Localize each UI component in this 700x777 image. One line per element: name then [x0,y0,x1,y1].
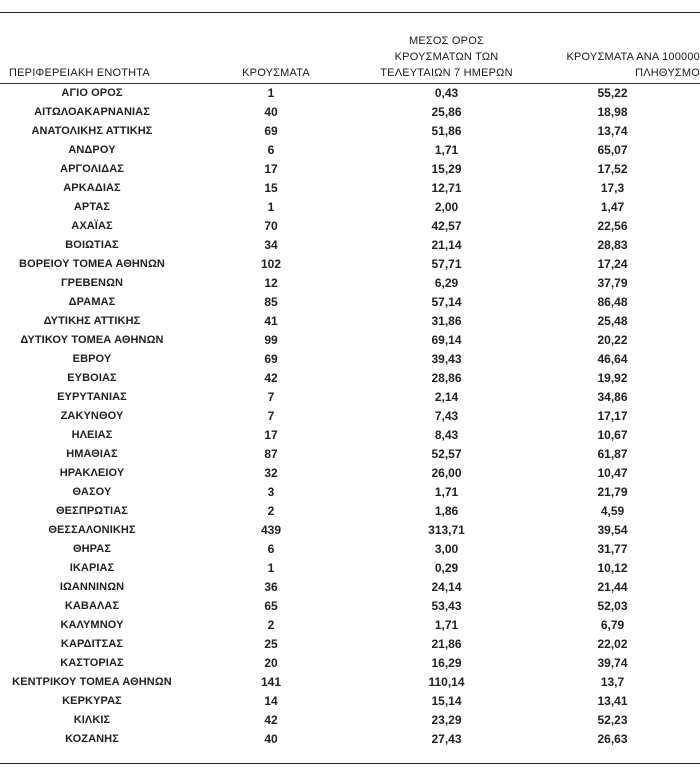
cell-cases-per-100k: 22,56 [597,219,628,233]
cell-regional-unit: ΙΚΑΡΙΑΣ [69,562,115,574]
cell-cases-per-100k: 61,87 [597,447,628,461]
cell-cases-per-100k: 31,77 [597,542,628,556]
table-row [0,369,700,388]
cell-7day-average: 110,14 [428,675,465,689]
cell-7day-average: 25,86 [431,105,462,119]
cell-7day-average: 21,86 [431,637,462,651]
cell-cases-per-100k: 39,54 [597,523,628,537]
covid-cases-sheet [0,12,700,764]
cell-regional-unit: ΑΓΙΟ ΟΡΟΣ [61,87,123,99]
cell-cases: 20 [264,656,278,670]
table-row [0,483,700,502]
cell-7day-average: 6,29 [434,276,459,290]
cell-cases: 1 [267,200,275,214]
cell-7day-average: 1,71 [434,485,459,499]
cell-cases-per-100k: 6,79 [600,618,625,632]
cell-cases: 12 [264,276,278,290]
cell-regional-unit: ΚΕΡΚΥΡΑΣ [62,695,122,707]
cell-cases: 70 [264,219,278,233]
cell-7day-average: 0,43 [434,86,459,100]
table-row [0,160,700,179]
cell-7day-average: 2,14 [434,390,459,404]
cell-regional-unit: ΒΟΙΩΤΙΑΣ [65,239,119,251]
table-row [0,236,700,255]
cell-cases: 17 [264,428,278,442]
table-header-row [0,12,700,84]
cell-7day-average: 69,14 [431,333,462,347]
cell-cases-per-100k: 28,83 [597,238,628,252]
cell-regional-unit: ΕΒΡΟΥ [72,353,112,365]
cell-7day-average: 1,71 [434,143,459,157]
cell-cases-per-100k: 55,22 [597,86,628,100]
cell-cases: 42 [264,371,278,385]
table-row [0,521,700,540]
cell-cases: 41 [264,314,278,328]
table-row [0,179,700,198]
cell-cases: 32 [264,466,278,480]
cell-cases: 1 [267,86,275,100]
header-regional-unit [0,12,184,84]
cell-cases-per-100k: 4,59 [600,504,625,518]
header-line: ΚΡΟΥΣΜΑΤΩΝ ΤΩΝ [394,51,499,63]
cell-cases-per-100k: 34,86 [597,390,628,404]
cell-cases-per-100k: 17,3 [600,181,625,195]
table-row [0,388,700,407]
table-row [0,255,700,274]
cell-regional-unit: ΑΡΚΑΔΙΑΣ [63,182,121,194]
cell-cases-per-100k: 1,47 [600,200,625,214]
cell-cases: 85 [264,295,278,309]
header-line: ΤΕΛΕΥΤΑΙΩΝ 7 ΗΜΕΡΩΝ [380,67,513,79]
cell-7day-average: 21,14 [431,238,462,252]
cell-regional-unit: ΚΑΣΤΟΡΙΑΣ [60,657,124,669]
cell-regional-unit: ΚΑΒΑΛΑΣ [64,600,120,612]
cell-7day-average: 23,29 [431,713,462,727]
cell-cases: 69 [264,124,278,138]
cell-7day-average: 15,14 [431,694,462,708]
header-line: ΚΡΟΥΣΜΑΤΑ [242,67,310,79]
cell-regional-unit: ΚΑΛΥΜΝΟΥ [60,619,124,631]
cell-cases-per-100k: 17,52 [597,162,628,176]
table-row [0,426,700,445]
cell-regional-unit: ΘΑΣΟΥ [72,486,112,498]
cell-regional-unit: ΑΡΓΟΛΙΔΑΣ [60,163,124,175]
cell-cases-per-100k: 10,67 [597,428,628,442]
cell-cases: 34 [264,238,278,252]
table-row [0,84,700,104]
cell-cases-per-100k: 10,47 [597,466,628,480]
cell-cases-per-100k: 39,74 [597,656,628,670]
table-row [0,654,700,673]
cell-regional-unit: ΗΡΑΚΛΕΙΟΥ [59,467,125,479]
table-row [0,502,700,521]
cell-regional-unit: ΗΛΕΙΑΣ [71,429,113,441]
cell-cases-per-100k: 13,74 [597,124,628,138]
header-line: ΜΕΣΟΣ ΟΡΟΣ [409,35,484,47]
cell-cases: 6 [267,542,275,556]
table-row [0,692,700,711]
cell-regional-unit: ΗΜΑΘΙΑΣ [66,448,118,460]
cell-cases-per-100k: 26,63 [597,732,628,746]
header-7day-average [368,12,525,84]
cell-7day-average: 53,43 [431,599,462,613]
cell-cases: 25 [264,637,278,651]
cell-7day-average: 57,71 [431,257,462,271]
table-row [0,274,700,293]
cell-7day-average: 51,86 [431,124,462,138]
cell-cases-per-100k: 20,22 [597,333,628,347]
table-row [0,559,700,578]
cell-7day-average: 31,86 [431,314,462,328]
cell-7day-average: 12,71 [431,181,462,195]
cell-regional-unit: ΚΟΖΑΝΗΣ [65,733,119,745]
cell-7day-average: 26,00 [431,466,462,480]
cell-cases: 3 [267,485,275,499]
cell-cases: 36 [264,580,278,594]
cell-cases: 7 [267,390,275,404]
cell-cases: 17 [264,162,278,176]
cell-cases-per-100k: 22,02 [597,637,628,651]
header-line: ΠΛΗΘΥΣΜΟ [635,67,700,79]
cell-7day-average: 1,71 [434,618,459,632]
cell-cases-per-100k: 37,79 [597,276,628,290]
table-row [0,198,700,217]
cell-7day-average: 1,86 [434,504,459,518]
cell-regional-unit: ΚΕΝΤΡΙΚΟΥ ΤΟΜΕΑ ΑΘΗΝΩΝ [12,676,172,688]
table-row [0,103,700,122]
header-line: ΠΕΡΙΦΕΡΕΙΑΚΗ ΕΝΟΤΗΤΑ [9,67,150,79]
cell-7day-average: 24,14 [431,580,462,594]
table-row [0,673,700,692]
cell-7day-average: 57,14 [431,295,462,309]
cell-cases-per-100k: 18,98 [597,105,628,119]
cell-regional-unit: ΘΗΡΑΣ [72,543,112,555]
table-row [0,407,700,426]
cell-regional-unit: ΖΑΚΥΝΘΟΥ [60,410,124,422]
cell-7day-average: 0,29 [434,561,459,575]
cell-regional-unit: ΔΥΤΙΚΟΥ ΤΟΜΕΑ ΑΘΗΝΩΝ [20,334,164,346]
cell-cases-per-100k: 52,03 [597,599,628,613]
cell-cases-per-100k: 86,48 [597,295,628,309]
table-row [0,331,700,350]
cell-regional-unit: ΕΥΒΟΙΑΣ [67,372,117,384]
cell-regional-unit: ΕΥΡΥΤΑΝΙΑΣ [57,391,127,403]
cell-cases: 42 [264,713,278,727]
table-row [0,141,700,160]
table-row [0,464,700,483]
cell-regional-unit: ΘΕΣΠΡΩΤΙΑΣ [56,505,128,517]
table-row [0,217,700,236]
cell-cases-per-100k: 25,48 [597,314,628,328]
cell-cases-per-100k: 17,17 [597,409,628,423]
cell-regional-unit: ΓΡΕΒΕΝΩΝ [60,277,124,289]
cell-7day-average: 27,43 [431,732,462,746]
table-row [0,350,700,369]
cell-cases: 141 [260,675,282,689]
table-row [0,540,700,559]
cell-cases-per-100k: 17,24 [597,257,628,271]
cell-regional-unit: ΒΟΡΕΙΟΥ ΤΟΜΕΑ ΑΘΗΝΩΝ [19,258,165,270]
cell-regional-unit: ΑΝΔΡΟΥ [68,144,116,156]
table-row [0,445,700,464]
cell-7day-average: 2,00 [434,200,459,214]
cell-regional-unit: ΑΙΤΩΛΟΑΚΑΡΝΑΝΙΑΣ [34,106,150,118]
table-body [0,84,700,750]
cell-cases: 15 [264,181,278,195]
table-row [0,312,700,331]
cell-cases: 14 [264,694,278,708]
table-row [0,597,700,616]
header-line: ΚΡΟΥΣΜΑΤΑ ΑΝΑ 100000 [566,51,700,63]
cell-cases: 65 [264,599,278,613]
table-row [0,711,700,730]
table-row [0,122,700,141]
table-row [0,730,700,749]
cell-cases-per-100k: 13,41 [597,694,628,708]
cell-regional-unit: ΑΧΑΪΑΣ [71,220,113,232]
cell-cases: 439 [260,523,282,537]
cell-7day-average: 16,29 [431,656,462,670]
regional-cases-table [0,12,700,749]
cell-7day-average: 15,29 [431,162,462,176]
cell-cases-per-100k: 21,79 [597,485,628,499]
table-row [0,616,700,635]
cell-7day-average: 3,00 [434,542,459,556]
cell-cases: 102 [260,257,282,271]
cell-cases-per-100k: 13,7 [600,675,625,689]
cell-7day-average: 52,57 [431,447,462,461]
cell-7day-average: 42,57 [431,219,462,233]
cell-cases: 7 [267,409,275,423]
cell-cases-per-100k: 21,44 [597,580,628,594]
cell-7day-average: 313,71 [428,523,465,537]
cell-regional-unit: ΔΥΤΙΚΗΣ ΑΤΤΙΚΗΣ [43,315,141,327]
bottom-border-rule [0,763,700,764]
cell-7day-average: 8,43 [434,428,459,442]
cell-regional-unit: ΑΡΤΑΣ [73,201,111,213]
cell-cases: 99 [264,333,278,347]
cell-cases-per-100k: 19,92 [597,371,628,385]
cell-cases: 40 [264,732,278,746]
cell-7day-average: 28,86 [431,371,462,385]
cell-cases: 1 [267,561,275,575]
cell-7day-average: 7,43 [434,409,459,423]
cell-cases: 6 [267,143,275,157]
cell-cases: 2 [267,504,275,518]
header-cases-per-100k [525,12,700,84]
cell-cases-per-100k: 10,12 [597,561,628,575]
cell-cases-per-100k: 52,23 [597,713,628,727]
table-row [0,635,700,654]
cell-cases: 69 [264,352,278,366]
cell-cases-per-100k: 65,07 [597,143,628,157]
header-cases [184,12,368,84]
cell-regional-unit: ΘΕΣΣΑΛΟΝΙΚΗΣ [48,524,136,536]
cell-regional-unit: ΚΑΡΔΙΤΣΑΣ [60,638,124,650]
table-row [0,293,700,312]
table-row [0,578,700,597]
cell-cases: 87 [264,447,278,461]
cell-7day-average: 39,43 [431,352,462,366]
cell-regional-unit: ΚΙΛΚΙΣ [73,714,111,726]
cell-regional-unit: ΔΡΑΜΑΣ [68,296,116,308]
cell-regional-unit: ΑΝΑΤΟΛΙΚΗΣ ΑΤΤΙΚΗΣ [31,125,153,137]
cell-cases: 40 [264,105,278,119]
cell-cases-per-100k: 46,64 [597,352,628,366]
cell-cases: 2 [267,618,275,632]
cell-regional-unit: ΙΩΑΝΝΙΝΩΝ [59,581,125,593]
